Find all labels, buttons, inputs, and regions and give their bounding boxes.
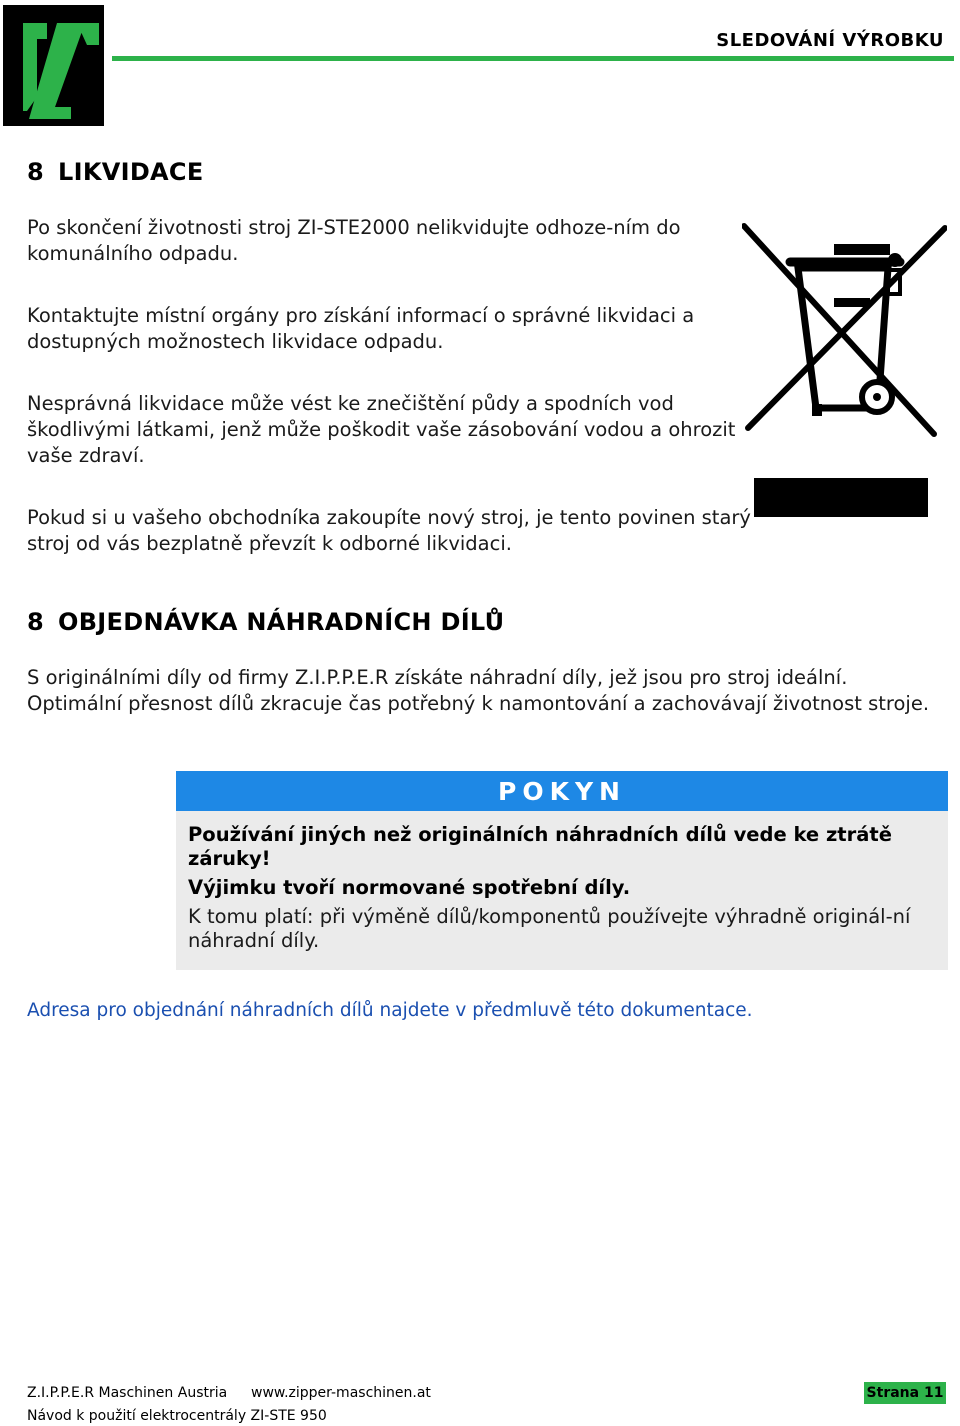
disposal-paragraph: Pokud si u vašeho obchodníka zakoupíte nový stroj, je tento povinen starý stroj od vás bezplatně převzít k odborné likvidaci. — [27, 506, 751, 555]
header-divider — [112, 56, 954, 61]
zipper-z-logo — [3, 5, 104, 126]
section-title: LIKVIDACE — [58, 158, 204, 186]
section-title: OBJEDNÁVKA NÁHRADNÍCH DÍLŮ — [58, 608, 505, 636]
page-header-title: SLEDOVÁNÍ VÝROBKU — [716, 30, 944, 51]
notice-content — [176, 811, 948, 953]
disposal-paragraph: Nesprávná likvidace může vést ke znečištění půdy a spodních vod škodlivými látkami, jenž může poškodit vaše zásobování vodou a ohrozit vaše zdraví. — [27, 392, 736, 467]
weee-black-bar — [754, 478, 928, 517]
footer-website[interactable]: www.zipper-maschinen.at — [251, 1385, 431, 1401]
disposal-paragraph: Po skončení životnosti stroj ZI-STE2000 nelikvidujte odhoze-ním do komunálního odpadu. — [27, 216, 681, 265]
spare-parts-paragraph: S originálními díly od firmy Z.I.P.P.E.R získáte náhradní díly, jež jsou pro stroj ideální. Optimální přesnost dílů zkracuje čas potřebný k namontování a zachovávají životnost stroje. — [27, 666, 930, 715]
notice-box — [176, 771, 948, 970]
company-logo — [3, 5, 104, 126]
disposal-paragraph: Kontaktujte místní orgány pro získání informací o správné likvidaci a dostupných možnostech likvidace odpadu. — [27, 304, 695, 353]
footer-company: Z.I.P.P.E.R Maschinen Austria — [27, 1385, 228, 1401]
page-number-badge: Strana 11 — [864, 1382, 946, 1404]
crossed-out-wheelie-bin-icon — [742, 222, 947, 462]
section-heading-disposal — [27, 158, 204, 186]
section-number: 8 — [27, 608, 44, 636]
spare-parts-address-link[interactable]: Adresa pro objednání náhradních dílů najdete v předmluvě této dokumentace. — [27, 1000, 753, 1021]
section-heading-spare-parts — [27, 608, 504, 636]
notice-instruction: K tomu platí: při výměně dílů/komponentů používejte výhradně originál-ní náhradní díly. — [188, 905, 911, 952]
footer-manual-title: Návod k použití elektrocentrály ZI-STE 950 — [27, 1408, 327, 1424]
section-number: 8 — [27, 158, 44, 186]
notice-warranty-warning: Používání jiných než originálních náhradních dílů vede ke ztrátě záruky! — [188, 823, 892, 870]
notice-title: POKYN — [176, 771, 948, 811]
notice-exception: Výjimku tvoří normované spotřební díly. — [188, 876, 631, 899]
